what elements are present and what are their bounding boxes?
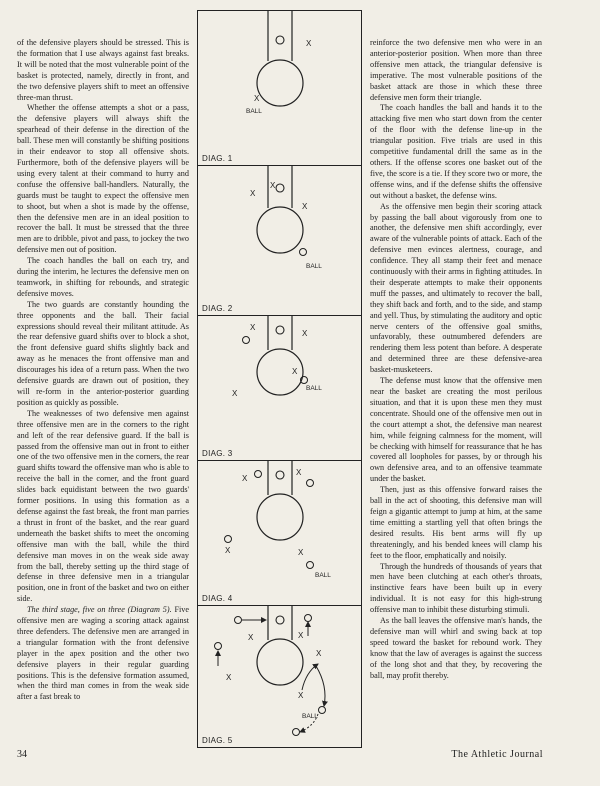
diagram-4 bbox=[198, 461, 361, 606]
svg-text:X: X bbox=[248, 633, 254, 642]
svg-text:X: X bbox=[254, 94, 260, 103]
diagram-label: DIAG. 4 bbox=[202, 594, 233, 603]
paragraph: The coach handles the ball and hands it to the attacking five men who start down from the center of the floor with the defense line-up in the triangular position. Five trials are used in this competitive fundamental drill the same as in the others. If the offense scores one basket out of the five, the score is a tie. If they score two or more, the offense wins, and if the defense shifts the offensive out without a basket, the defense wins. bbox=[370, 103, 542, 200]
section-text: Five offensive men are waging a scoring attack against three defenders. The defensive men are arranged in a triangular formation with the front defensive player in the apex position and the other two defensive players in their regular guarding positions. This is the defensive formation assumed, when the third man comes in from the weak side after a fast break to bbox=[17, 605, 190, 702]
paragraph: Then, just as this offensive forward raises the ball in the act of shooting, this defensive man will feign a gigantic attempt to jump at him, at the same time emitting a startling yell that often brings the desired results. His bent arms will fly up threateningly, and his bended knees will clamp his feet to the floor, emphatically and noisily. bbox=[370, 485, 542, 560]
svg-text:X: X bbox=[306, 39, 312, 48]
svg-text:X: X bbox=[298, 631, 304, 640]
svg-text:X: X bbox=[296, 468, 302, 477]
diagram-label: DIAG. 5 bbox=[202, 736, 233, 745]
diagram-3-drawing bbox=[198, 316, 360, 461]
paragraph: reinforce the two defensive men who were in an anterior-posterior position. When more than three offensive men attack, the triangular defensive is imperative. The most vulnerable positions of the basket attack are those in which these three defensive men form their triangle. bbox=[370, 38, 542, 102]
ball-label: BALL bbox=[302, 713, 318, 720]
svg-text:X: X bbox=[270, 181, 276, 190]
diagram-2-drawing bbox=[198, 166, 360, 316]
diagram-5 bbox=[198, 606, 361, 747]
journal-title: The Athletic Journal bbox=[451, 749, 543, 760]
paragraph: Through the hundreds of thousands of years that men have been clutching at each other's throats, instinctive fears have been built up in every individual. It is not easy for this high-strung offensive man to inhibit these disturbing stimuli. bbox=[370, 561, 542, 615]
diagram-4-drawing bbox=[198, 461, 360, 606]
svg-text:X: X bbox=[242, 474, 248, 483]
paragraph: The defense must know that the offensive men near the basket are creating the most perilous situation, and that it is upon these men they must concentrate. Should one of the offensive men out in the court attempt a shot, the defensive man nearest him, while feigning calmness for the moment, will be checking with himself for reassurance that he has covered all loopholes for passes, by or through his own defensive area, and to an offensive teammate under the basket. bbox=[370, 376, 542, 484]
paragraph: The two guards are constantly hounding the three opponents and the ball. Their facial expressions should reveal their militant attitude. As the rear defensive guard shifts over to block a shot, the front defensive guard shifts slightly back and away as he menaces the front offensive man and discourages his idea of a return pass. When the two defensive guards are drawn out of position, they will re-form in the anterior-posterior guarding position as quickly as possible. bbox=[17, 299, 189, 407]
diagram-label: DIAG. 3 bbox=[202, 449, 233, 458]
svg-text:X: X bbox=[298, 548, 304, 557]
ball-label: BALL bbox=[306, 263, 322, 270]
svg-text:X: X bbox=[250, 189, 256, 198]
svg-text:X: X bbox=[250, 323, 256, 332]
svg-text:X: X bbox=[298, 691, 304, 700]
page-number: 34 bbox=[17, 749, 27, 760]
ball-label: BALL bbox=[246, 108, 262, 115]
paragraph: Whether the offense attempts a shot or a pass, the defensive players will always shift the spearhead of their defense in the direction of the ball. These men will constantly be shifting positions in their endeavor to stop all offensive shots. Furthermore, both of the defensive players will be using every talent at their command to hurry and confuse the offensive ball-handlers. Naturally, the guards must be taught to expect the offensive men to shoot, but when a shot is made by the offense, then the defensive men are in an ideal position to recover the ball. It must be stressed that the three men are to dribble, pivot and pass, to jockey the two defensive men out of position. bbox=[17, 103, 189, 255]
diagram-3 bbox=[198, 316, 361, 461]
diagram-1-drawing bbox=[198, 11, 360, 166]
ball-label: BALL bbox=[306, 385, 322, 392]
svg-text:X: X bbox=[302, 329, 308, 338]
diagram-1 bbox=[198, 11, 361, 166]
ball-label: BALL bbox=[315, 572, 331, 579]
svg-text:X: X bbox=[232, 389, 238, 398]
svg-text:X: X bbox=[302, 202, 308, 211]
paragraph: of the defensive players should be stressed. This is the formation that I use always against fast breaks. It will be noted that the most vulnerable point of the basket is protected, namely, directly in front, and the two defensive players shift to meet an offensive three-man thrust. bbox=[17, 38, 189, 102]
paragraph: As the offensive men begin their scoring attack by passing the ball about vigorously from one to another, the defensive men shift accordingly, ever aware of the vulnerable points of attack. Each of the defensive men evinces alertness, courage, and confidence. They all stamp their feet and menace continuously with their arms in fighting attitudes. In their desperate attempts to make their opponents muff the passes, and ultimately to recover the ball, they shift back and forth, and to the side, and stamp and yell. Thus, by stimulating the auditory and optic nerve centers of the offensive goal smiths, unfavorably, these outnumbered defenders are rendering them less potent than before. A desperate and determined three are these defensive-area basket-musketeers. bbox=[370, 201, 542, 375]
svg-text:X: X bbox=[226, 673, 232, 682]
paragraph: The weaknesses of two defensive men against three offensive men are in the corners to the right and left of the rear defensive guard. If the ball is passed from the offensive man out in front to either one of the two offensive men in the corners, the rear guard shifts toward the offensive man who is able to receive the ball in the corner, and the front guard slides back equidistant between the two guards' former positions. In using this formation as a defense against the fast break, the front man parries a thrust in front of the basket, and the rear guard underneath the basket shifts to meet the oncoming offensive man with the ball, while the third defensive man moves in on the weak side away from the ball, thereby setting up the third stage of defense in three defensive men in a triangular position, one in front of the basket and two on either side. bbox=[17, 408, 189, 604]
svg-text:X: X bbox=[225, 546, 231, 555]
right-text-column bbox=[370, 38, 542, 681]
diagram-2 bbox=[198, 166, 361, 316]
svg-text:X: X bbox=[316, 649, 322, 658]
diagram-panel bbox=[197, 10, 362, 748]
paragraph: As the ball leaves the offensive man's hands, the defensive man will whirl and swing back at top speed toward the basket for rebound work. They know that the law of averages is against the success of the long shot and that they, by recovering the ball, may profit thereby. bbox=[370, 616, 542, 680]
paragraph: The coach handles the ball on each try, and during the interim, he lectures the defensive men on teamwork, in shifting for rebounds, and strategic defensive moves. bbox=[17, 256, 189, 298]
svg-text:X: X bbox=[292, 367, 298, 376]
paragraph-third-stage bbox=[17, 605, 189, 703]
left-text-column bbox=[17, 38, 189, 703]
diagram-label: DIAG. 2 bbox=[202, 304, 233, 313]
diagram-5-drawing bbox=[198, 606, 360, 747]
diagram-label: DIAG. 1 bbox=[202, 154, 233, 163]
section-heading: The third stage, five on three (Diagram 5). bbox=[27, 605, 172, 615]
